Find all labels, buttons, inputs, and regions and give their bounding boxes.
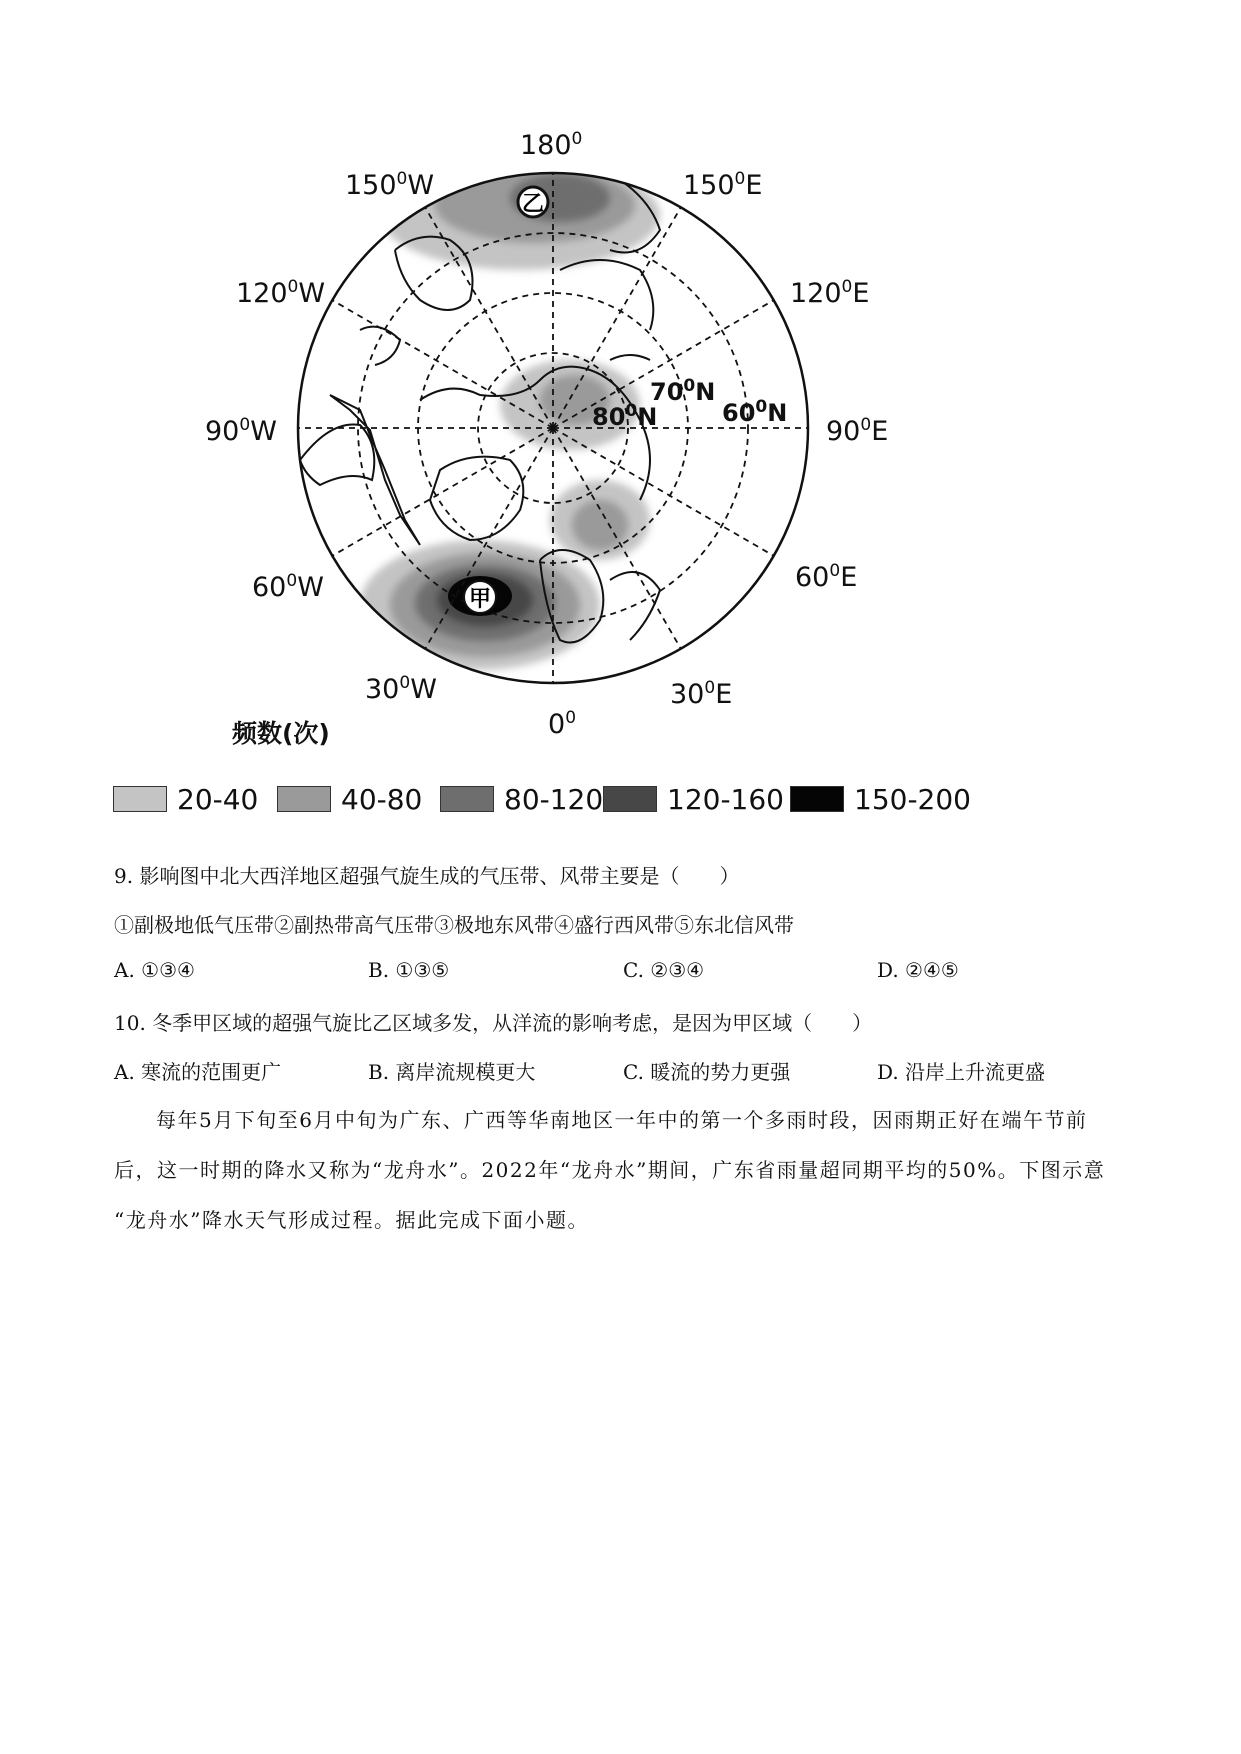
legend-item-20-40	[113, 784, 258, 814]
passage-line-2: 后，这一时期的降水又称为“龙舟水”。2022年“龙舟水”期间，广东省雨量超同期平均的50%。下图示意	[114, 1158, 1106, 1182]
label-80n: $80^0N$	[592, 401, 658, 431]
polar-map	[0, 0, 1241, 760]
label-60w: $60^0W$	[252, 571, 324, 603]
passage-line-3: “龙舟水”降水天气形成过程。据此完成下面小题。	[114, 1208, 589, 1232]
question-10-option-b[interactable]: B. 离岸流规模更大	[368, 1060, 536, 1084]
legend-swatch	[790, 786, 844, 812]
label-150e: $150^0E$	[683, 169, 763, 201]
label-0: $0^0$	[548, 708, 577, 740]
legend-label: 20-40	[177, 782, 259, 816]
legend-label: 80-120	[504, 782, 604, 816]
legend-item-120-160	[603, 784, 784, 814]
passage-line-1: 每年5月下旬至6月中旬为广东、广西等华南地区一年中的第一个多雨时段，因雨期正好在端午节前	[156, 1108, 1088, 1132]
question-9-choices: ①副极地低气压带②副热带高气压带③极地东风带④盛行西风带⑤东北信风带	[114, 913, 794, 937]
label-90e: $90^0E$	[826, 415, 889, 447]
zone-b-marker	[518, 187, 548, 217]
legend-swatch	[113, 786, 167, 812]
passage	[114, 1095, 1130, 1245]
legend-item-150-200	[790, 784, 971, 814]
question-10-stem: 10. 冬季甲区域的超强气旋比乙区域多发，从洋流的影响考虑，是因为甲区域（ ）	[114, 1011, 873, 1035]
question-9-option-a[interactable]: A. ①③④	[114, 958, 195, 982]
question-9-option-d[interactable]: D. ②④⑤	[877, 958, 959, 982]
legend-label: 120-160	[667, 782, 784, 816]
zone-a-label: 甲	[468, 587, 492, 612]
legend-title: 频数(次)	[232, 719, 330, 748]
legend-swatch	[603, 786, 657, 812]
label-120e: $120^0E$	[790, 277, 870, 309]
label-180: $180^0$	[520, 129, 583, 161]
zone-a-marker	[464, 581, 496, 613]
label-120w: $120^0W$	[236, 277, 326, 309]
question-10-option-d[interactable]: D. 沿岸上升流更盛	[877, 1060, 1046, 1084]
legend-label: 40-80	[341, 782, 423, 816]
label-90w: $90^0W$	[205, 415, 277, 447]
question-10-option-c[interactable]: C. 暖流的势力更强	[623, 1060, 791, 1084]
legend-swatch	[440, 786, 494, 812]
question-10-option-a[interactable]: A. 寒流的范围更广	[114, 1060, 282, 1084]
question-9-stem: 9. 影响图中北大西洋地区超强气旋生成的气压带、风带主要是（ ）	[114, 864, 740, 888]
question-9-option-c[interactable]: C. ②③④	[623, 958, 705, 982]
label-70n: $70^0N$	[650, 376, 716, 406]
label-30e: $30^0E$	[670, 678, 733, 710]
question-9-option-b[interactable]: B. ①③⑤	[368, 958, 450, 982]
legend-item-40-80	[277, 784, 422, 814]
label-60e: $60^0E$	[795, 561, 858, 593]
label-60n: $60^0N$	[722, 397, 788, 427]
zone-b-label: 乙	[521, 192, 545, 217]
legend-label: 150-200	[854, 782, 971, 816]
legend-item-80-120	[440, 784, 603, 814]
label-30w: $30^0W$	[365, 673, 437, 705]
label-150w: $150^0W$	[345, 169, 435, 201]
legend-swatch	[277, 786, 331, 812]
